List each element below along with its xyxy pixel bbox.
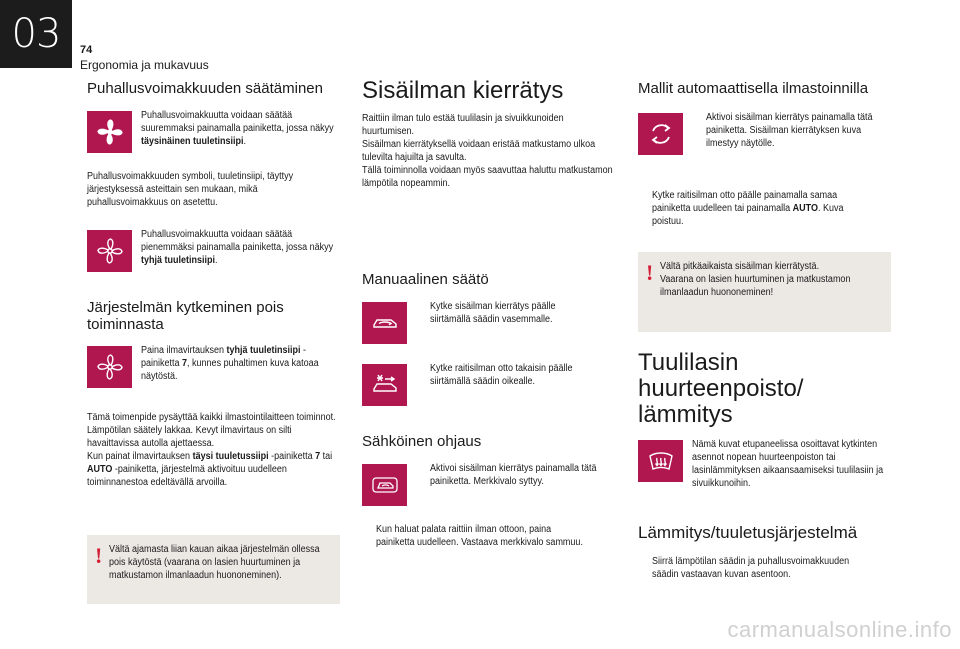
warning-icon: ! — [646, 260, 654, 285]
bullet-icon — [692, 111, 706, 150]
warning-note-system-off — [87, 535, 340, 604]
column-automatic — [638, 80, 892, 228]
bullet-icon — [416, 462, 430, 488]
section-defrost — [638, 349, 892, 581]
manual-row-1 — [362, 302, 618, 344]
heating-text: Siirrä lämpötilan säädin ja puhallusvoimakkuuden säädin vastaavan kuvan asentoon. — [652, 556, 850, 580]
recirculation-arrows-icon — [638, 113, 683, 155]
bullet-icon — [638, 555, 652, 581]
heading-fan-speed: Puhallusvoimakkuuden säätäminen — [87, 80, 323, 97]
fresh-air-lever-icon — [362, 364, 407, 406]
chapter-number: 03 — [0, 0, 72, 68]
auto-text-2: Kytke raitisilman otto päälle painamalla samaa painiketta uudelleen tai painamalla AUTO. Kuva poistuu. — [652, 190, 844, 227]
manual-text-2: Kytke raitisilman otto takaisin päälle siirtämällä säädin oikealle. — [430, 363, 573, 387]
recirculation-lever-icon — [362, 302, 407, 344]
heading-automatic: Mallit automaattisella ilmastoinnilla — [638, 80, 869, 97]
fan-off-text: Paina ilmavirtauksen tyhjä tuuletinsiipi -painiketta 7, kunnes puhaltimen kuva katoaa näytöstä. — [141, 345, 319, 382]
temp-text: Lämpötilan säätely lakkaa. Kevyt ilmavirtaus on silti havaittavissa autolla ajettaessa. — [87, 425, 292, 449]
intro-text-2: Sisäilman kierrätyksellä voidaan eristää matkustamo ulkoa tulevilta hajuilta ja savulta. — [362, 139, 596, 163]
fan-down-row — [87, 230, 341, 272]
auto-row — [638, 113, 892, 155]
intro-text-3: Tällä toiminnolla voidaan myös saavuttaa haluttu matkustamon lämpötila nopeammin. — [362, 165, 613, 189]
bullet-icon — [416, 362, 430, 388]
warning-icon: ! — [95, 543, 103, 568]
intro-text-1: Raittiin ilman tulo estää tuulilasin ja sivuikkunoiden huurtumisen. — [362, 113, 564, 137]
fan-full-icon — [87, 111, 132, 153]
resume-text: Kun painat ilmavirtauksen täysi tuuletussiipi -painiketta 7 tai AUTO -painiketta, järjestelmä aktivoituu uudelleen toiminnanestoa edeltävällä arvoilla. — [87, 451, 333, 488]
electric-text-1: Aktivoi sisäilman kierrätys painamalla tätä painiketta. Merkkivalo syttyy. — [430, 463, 597, 487]
heading-system-off: Järjestelmän kytkeminen pois toiminnasta — [87, 299, 284, 333]
auto-text-1: Aktivoi sisäilman kierrätys painamalla tätä painiketta. Sisäilman kierrätyksen kuva ilmestyy näytölle. — [706, 112, 873, 149]
fan-symbol-text: Puhallusvoimakkuuden symboli, tuuletinsiipi, täyttyy järjestyksessä asteittain sen mukaan, mikä puhallusvoimakkuus on asetettu. — [87, 171, 294, 208]
heading-manual: Manuaalinen säätö — [362, 271, 489, 288]
warning-text-1: Vältä pitkäaikaista sisäilman kierrätystä. — [660, 261, 820, 272]
bullet-icon — [416, 300, 430, 326]
stop-text: Tämä toimenpide pysäyttää kaikki ilmastointilaitteen toiminnot. — [87, 412, 336, 423]
bullet-icon — [362, 523, 376, 549]
fan-up-text: Puhallusvoimakkuutta voidaan säätää suuremmaksi painamalla painiketta, jossa näkyy täysinäinen tuuletinsiipi. — [141, 110, 334, 147]
heating-bullet — [638, 555, 892, 581]
heading-electric: Sähköinen ohjaus — [362, 433, 482, 450]
defrost-text: Nämä kuvat etupaneelissa osoittavat kytkinten asennot nopean huurteenpoiston tai lasinlämmityksen aikaansaamiseksi tuulilasiin ja sivuikkunoihin. — [692, 439, 884, 489]
electric-bullet-2 — [362, 523, 618, 549]
warning-note-recirculation — [638, 252, 891, 332]
fan-off-icon — [87, 346, 132, 388]
manual-text-1: Kytke sisäilman kierrätys päälle siirtämällä säädin vasemmalle. — [430, 301, 556, 325]
heading-recirculation: Sisäilman kierrätys — [362, 77, 564, 104]
fan-empty-icon — [87, 230, 132, 272]
recirculation-button-icon — [362, 464, 407, 506]
watermark: carmanualsonline.info — [727, 617, 952, 642]
manual-row-2 — [362, 364, 618, 406]
heading-heating: Lämmitys/tuuletusjärjestelmä — [638, 523, 858, 542]
page-number: 74 — [80, 44, 93, 56]
heading-defrost: Tuulilasin huurteenpoisto/ lämmitys — [638, 349, 804, 428]
windscreen-defrost-icon — [638, 440, 683, 482]
fan-off-row — [87, 346, 341, 388]
auto-bullet-2 — [638, 189, 892, 228]
column-recirculation — [362, 77, 618, 549]
electric-row — [362, 464, 618, 506]
electric-text-2: Kun haluat palata raittiin ilman ottoon, paina painiketta uudelleen. Vastaava merkkivalo sammuu. — [376, 524, 583, 548]
defrost-row — [638, 440, 892, 490]
warning-text-2: Vaarana on lasien huurtuminen ja matkustamon ilmanlaadun huononeminen! — [660, 274, 851, 298]
column-fan-speed — [87, 80, 341, 489]
fan-up-row — [87, 111, 341, 153]
fan-down-text: Puhallusvoimakkuutta voidaan säätää pienemmäksi painamalla painiketta, jossa näkyy tyhjä tuuletinsiipi. — [141, 229, 334, 266]
chapter-title: Ergonomia ja mukavuus — [80, 58, 209, 72]
warning-text: Vältä ajamasta liian kauan aikaa järjestelmän ollessa pois käytöstä (vaarana on lasien huurtuminen ja matkustamon ilmanlaadun huononeminen). — [109, 544, 320, 581]
bullet-icon — [638, 189, 652, 228]
